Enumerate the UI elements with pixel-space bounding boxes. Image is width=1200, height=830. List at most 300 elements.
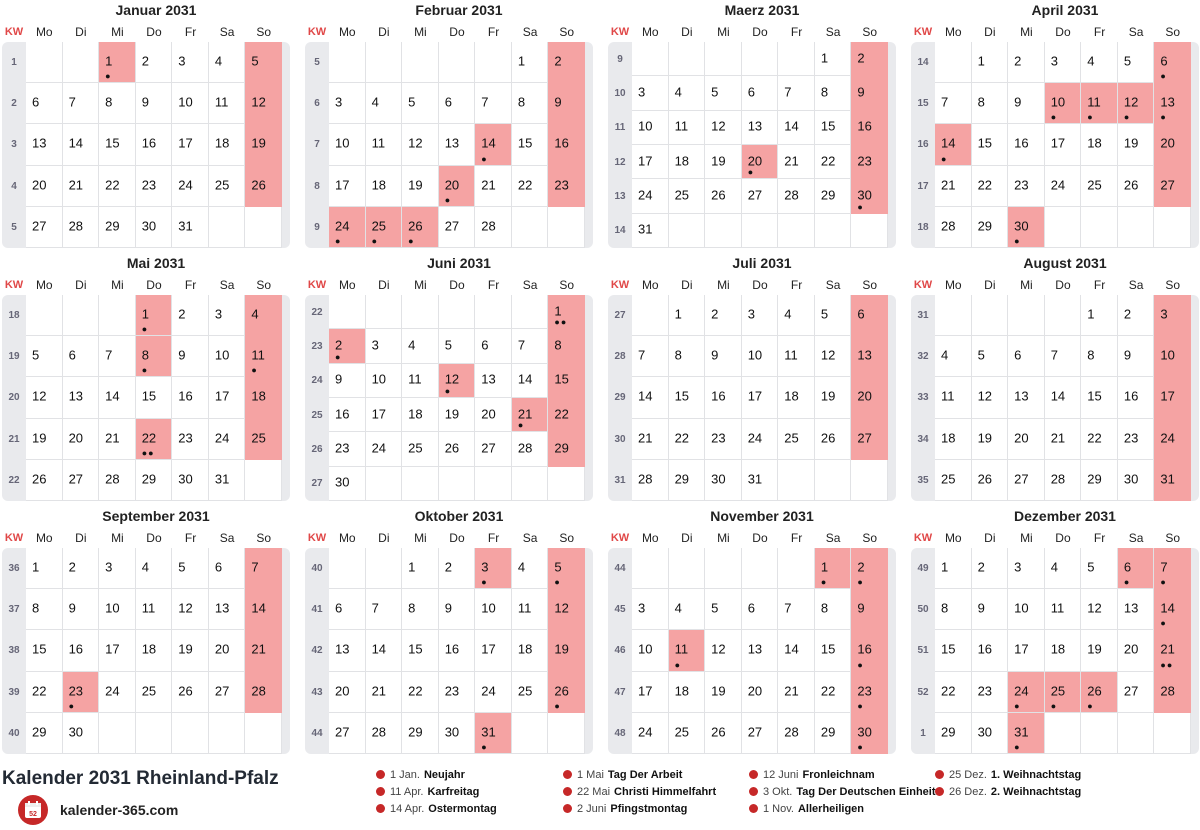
day-cell (245, 124, 282, 165)
day-number: 19 (178, 641, 193, 657)
day-cell (669, 589, 706, 630)
day-number: 6 (1123, 559, 1132, 575)
day-number: 29 (32, 724, 47, 740)
day-cell (63, 630, 100, 671)
weekday-label: Sa (522, 278, 538, 292)
day-number: 28 (1160, 682, 1175, 698)
weekday-label: Do (752, 531, 768, 545)
week-number: 40 (8, 727, 20, 739)
day-cell (99, 166, 136, 207)
day-number: 13 (214, 600, 230, 616)
day-cell (742, 589, 779, 630)
day-cell (366, 713, 403, 754)
week-number: 5 (314, 57, 320, 69)
day-number: 25 (784, 429, 799, 445)
day-cell (26, 713, 63, 754)
empty-cell (209, 713, 246, 754)
day-cell (475, 166, 512, 207)
month-grid (2, 295, 290, 501)
day-cell (669, 460, 706, 501)
day-number: 9 (857, 600, 865, 616)
empty-cell (209, 207, 246, 248)
day-cell (548, 364, 585, 398)
weekday-label: Mi (1020, 531, 1033, 545)
day-cell (1045, 589, 1082, 630)
day-cell (778, 419, 815, 460)
day-cell (366, 364, 403, 398)
day-number: 7 (105, 347, 113, 363)
day-cell (705, 336, 742, 377)
week-number: 31 (917, 310, 929, 322)
day-number: 21 (1050, 429, 1066, 445)
day-cell (742, 145, 779, 179)
day-number: 12 (32, 388, 47, 404)
brand-link[interactable]: kalender-365.com (60, 802, 179, 818)
empty-cell (815, 214, 852, 248)
day-number: 18 (674, 682, 690, 698)
week-number: 41 (311, 604, 323, 616)
day-cell (669, 713, 706, 754)
day-number: 15 (820, 118, 836, 134)
day-cell (548, 166, 585, 207)
day-number: 10 (638, 641, 653, 657)
holiday-name: Fronleichnam (802, 768, 875, 781)
weekday-label: Mo (944, 531, 962, 545)
empty-cell (402, 467, 439, 501)
day-cell (366, 589, 403, 630)
weekday-label: Mi (111, 531, 124, 545)
day-number: 14 (941, 135, 956, 151)
day-number: 19 (711, 682, 726, 698)
day-number: 27 (857, 429, 872, 445)
day-cell (136, 589, 173, 630)
month-8 (911, 253, 1199, 503)
day-number: 30 (68, 724, 84, 740)
day-number: 6 (747, 600, 755, 616)
day-cell (329, 124, 366, 165)
day-number: 8 (141, 347, 149, 363)
day-cell (632, 589, 669, 630)
day-number: 22 (820, 152, 836, 168)
day-number: 25 (214, 176, 230, 192)
weekday-label: Sa (825, 25, 841, 39)
day-cell (705, 672, 742, 713)
holiday-dot-icon: ● (554, 700, 561, 711)
weekday-label: Fr (487, 531, 500, 545)
day-cell (512, 398, 549, 432)
day-cell (99, 207, 136, 248)
weekday-label: Di (378, 531, 390, 545)
kw-header: KW (307, 26, 327, 38)
day-cell (439, 630, 476, 671)
day-cell (439, 329, 476, 363)
day-number: 26 (711, 187, 726, 203)
week-number: 22 (8, 474, 20, 486)
weekday-label: Do (1055, 278, 1071, 292)
day-cell (742, 179, 779, 213)
day-cell (632, 377, 669, 418)
day-number: 12 (178, 600, 193, 616)
empty-cell (972, 295, 1009, 336)
day-cell (705, 460, 742, 501)
day-cell (851, 377, 888, 418)
day-cell (851, 179, 888, 213)
day-number: 16 (178, 388, 193, 404)
day-cell (329, 207, 366, 248)
day-number: 3 (214, 306, 223, 322)
weekday-label: So (256, 25, 271, 39)
day-cell (26, 419, 63, 460)
empty-cell (851, 214, 888, 248)
day-number: 11 (674, 118, 689, 134)
empty-cell (669, 214, 706, 248)
day-number: 5 (820, 306, 829, 322)
day-number: 25 (371, 218, 387, 234)
day-cell (1045, 460, 1082, 501)
day-number: 11 (674, 641, 689, 657)
holiday-dot-icon: ● (371, 235, 378, 246)
day-cell (329, 630, 366, 671)
week-number: 44 (311, 727, 323, 739)
day-cell (26, 630, 63, 671)
day-number: 25 (1050, 682, 1066, 698)
weekday-header (2, 528, 290, 548)
month-5 (2, 253, 290, 503)
day-number: 19 (554, 641, 569, 657)
empty-cell (632, 42, 669, 76)
holiday-date: 3 Okt. (763, 785, 793, 798)
week-number: 14 (917, 57, 929, 69)
day-number: 5 (178, 559, 186, 575)
day-number: 9 (335, 371, 343, 387)
day-cell (1154, 630, 1191, 671)
day-number: 21 (784, 682, 799, 698)
month-10 (305, 506, 593, 756)
empty-cell (245, 713, 282, 754)
day-number: 13 (32, 135, 47, 151)
day-number: 28 (941, 218, 956, 234)
day-cell (366, 124, 403, 165)
bullet-icon (376, 804, 385, 813)
day-number: 21 (105, 429, 120, 445)
day-cell (705, 295, 742, 336)
weekday-header (2, 275, 290, 295)
day-number: 11 (214, 94, 229, 110)
day-number: 14 (371, 641, 387, 657)
empty-cell (778, 548, 815, 589)
legend-item (376, 800, 497, 817)
month-4 (911, 0, 1199, 250)
day-cell (136, 630, 173, 671)
day-cell (209, 630, 246, 671)
legend-item (749, 783, 936, 800)
day-number: 16 (857, 641, 872, 657)
day-number: 29 (105, 218, 120, 234)
month-title: April 2031 (1031, 2, 1099, 18)
weekday-label: Sa (1128, 25, 1144, 39)
weekday-header (911, 275, 1199, 295)
day-cell (209, 548, 246, 589)
day-cell (632, 145, 669, 179)
day-number: 13 (335, 641, 350, 657)
holiday-dot-icon: ● (408, 235, 415, 246)
day-cell (402, 329, 439, 363)
day-number: 27 (1160, 176, 1175, 192)
day-cell (705, 377, 742, 418)
empty-cell (512, 207, 549, 248)
day-number: 9 (1123, 347, 1132, 363)
month-title: Dezember 2031 (1014, 508, 1116, 524)
day-number: 10 (105, 600, 120, 616)
day-cell (209, 419, 246, 460)
day-number: 24 (1014, 682, 1029, 698)
weekday-label: Sa (219, 25, 235, 39)
day-number: 27 (747, 724, 763, 740)
day-number: 9 (1014, 94, 1022, 110)
day-number: 7 (68, 94, 76, 110)
day-cell (1154, 295, 1191, 336)
day-number: 17 (638, 152, 653, 168)
day-number: 30 (335, 474, 350, 490)
week-number: 11 (614, 122, 626, 134)
day-number: 27 (481, 440, 496, 456)
day-cell (815, 76, 852, 110)
day-number: 28 (1050, 471, 1066, 487)
day-cell (1008, 630, 1045, 671)
day-number: 8 (1087, 347, 1095, 363)
day-number: 2 (554, 53, 562, 69)
day-cell (475, 672, 512, 713)
day-number: 10 (178, 94, 193, 110)
day-number: 26 (820, 429, 836, 445)
day-cell (778, 111, 815, 145)
day-cell (1008, 672, 1045, 713)
day-number: 6 (747, 84, 755, 100)
day-number: 20 (747, 152, 763, 168)
weekday-label: So (1165, 278, 1180, 292)
week-number: 42 (311, 645, 323, 657)
holiday-dot-icon: ● (674, 659, 681, 670)
day-cell (245, 42, 282, 83)
week-number: 9 (617, 53, 623, 65)
day-cell (172, 42, 209, 83)
weekday-label: Do (449, 25, 465, 39)
holiday-name: 1. Weihnachtstag (990, 768, 1082, 781)
weekday-label: Mi (717, 278, 730, 292)
day-cell (63, 672, 100, 713)
day-number: 14 (1050, 388, 1066, 404)
day-cell (742, 336, 779, 377)
day-cell (245, 295, 282, 336)
kw-header: KW (307, 532, 327, 544)
day-cell (851, 295, 888, 336)
day-cell (548, 672, 585, 713)
day-number: 5 (32, 347, 40, 363)
day-number: 11 (251, 347, 265, 363)
empty-cell (99, 295, 136, 336)
holiday-date: 1 Jan. (390, 768, 420, 781)
day-number: 19 (444, 405, 460, 421)
week-number: 13 (614, 190, 626, 202)
day-cell (815, 630, 852, 671)
week-number: 36 (8, 563, 20, 575)
day-cell (366, 398, 403, 432)
day-number: 7 (638, 347, 646, 363)
day-cell (778, 295, 815, 336)
day-number: 5 (1123, 53, 1132, 69)
day-cell (172, 589, 209, 630)
day-number: 19 (251, 135, 266, 151)
day-number: 1 (1087, 306, 1095, 322)
day-cell (1045, 166, 1082, 207)
empty-cell (778, 42, 815, 76)
weekday-label: Mi (414, 278, 427, 292)
week-number: 33 (917, 392, 929, 404)
day-cell (475, 589, 512, 630)
day-cell (1154, 589, 1191, 630)
day-number: 6 (68, 347, 76, 363)
day-number: 14 (68, 135, 84, 151)
holiday-dot-icon: ● (517, 420, 525, 431)
weekday-label: Di (681, 25, 693, 39)
day-number: 16 (554, 135, 569, 151)
day-cell (742, 295, 779, 336)
day-number: 29 (141, 471, 157, 487)
day-cell (815, 672, 852, 713)
day-cell (935, 548, 972, 589)
day-number: 13 (857, 347, 872, 363)
day-cell (136, 295, 173, 336)
day-cell (1045, 419, 1082, 460)
kw-header: KW (913, 26, 933, 38)
weekday-label: Fr (487, 278, 500, 292)
week-number: 29 (614, 392, 626, 404)
day-number: 9 (554, 94, 562, 110)
day-number: 18 (1087, 135, 1102, 151)
day-cell (1081, 295, 1118, 336)
day-cell (402, 630, 439, 671)
day-number: 15 (141, 388, 157, 404)
month-11 (608, 506, 896, 756)
day-cell (136, 548, 173, 589)
month-title: Oktober 2031 (414, 508, 504, 524)
empty-cell (778, 460, 815, 501)
week-number: 52 (917, 686, 929, 698)
weekday-header (2, 22, 290, 42)
day-number: 15 (32, 641, 47, 657)
day-cell (439, 672, 476, 713)
day-number: 17 (371, 405, 387, 421)
day-number: 30 (857, 187, 872, 203)
day-cell (136, 460, 173, 501)
day-number: 4 (674, 600, 682, 616)
weekday-header (608, 528, 896, 548)
day-number: 23 (977, 682, 993, 698)
day-number: 28 (251, 682, 266, 698)
day-number: 20 (747, 682, 763, 698)
day-number: 10 (1050, 94, 1066, 110)
day-cell (632, 111, 669, 145)
day-number: 18 (371, 176, 387, 192)
day-cell (172, 124, 209, 165)
day-number: 18 (214, 135, 230, 151)
day-number: 15 (554, 371, 569, 387)
day-number: 1 (941, 559, 949, 575)
day-number: 16 (1014, 135, 1029, 151)
day-number: 1 (32, 559, 40, 575)
empty-cell (1154, 713, 1191, 754)
day-number: 3 (638, 84, 646, 100)
weekday-label: Di (378, 278, 390, 292)
day-cell (475, 83, 512, 124)
day-number: 24 (1050, 176, 1066, 192)
day-cell (669, 630, 706, 671)
empty-cell (172, 713, 209, 754)
weekday-label: Sa (825, 531, 841, 545)
day-number: 17 (178, 135, 193, 151)
day-cell (63, 166, 100, 207)
day-number: 2 (1014, 53, 1022, 69)
weekday-label: Do (146, 531, 162, 545)
day-cell (26, 83, 63, 124)
day-number: 14 (784, 641, 799, 657)
day-cell (742, 460, 779, 501)
day-number: 6 (481, 337, 489, 353)
day-number: 2 (178, 306, 186, 322)
day-cell (1081, 630, 1118, 671)
week-number: 14 (614, 225, 626, 237)
day-cell (1118, 124, 1155, 165)
day-number: 13 (747, 118, 763, 134)
day-cell (548, 329, 585, 363)
day-number: 23 (857, 682, 872, 698)
day-cell (1154, 377, 1191, 418)
weekday-label: Mo (641, 531, 659, 545)
day-number: 8 (941, 600, 949, 616)
day-cell (136, 207, 173, 248)
day-cell (329, 166, 366, 207)
day-cell (778, 589, 815, 630)
month-3 (608, 0, 896, 250)
weekday-header (305, 275, 593, 295)
kw-header: KW (4, 26, 24, 38)
day-cell (548, 124, 585, 165)
day-cell (475, 207, 512, 248)
day-number: 4 (941, 347, 949, 363)
weekday-label: Mo (944, 25, 962, 39)
holiday-name: Pfingstmontag (610, 802, 688, 815)
month-grid (305, 548, 593, 754)
day-cell (475, 124, 512, 165)
day-cell (63, 83, 100, 124)
day-number: 23 (141, 176, 157, 192)
day-cell (63, 460, 100, 501)
weekday-label: So (559, 278, 574, 292)
kw-header: KW (4, 532, 24, 544)
day-number: 28 (371, 724, 387, 740)
day-number: 28 (517, 440, 533, 456)
day-number: 23 (68, 682, 84, 698)
empty-cell (742, 214, 779, 248)
day-number: 27 (1123, 682, 1139, 698)
weekday-label: Di (681, 531, 693, 545)
weekday-label: Do (146, 25, 162, 39)
empty-cell (778, 214, 815, 248)
day-cell (742, 419, 779, 460)
day-cell (402, 166, 439, 207)
month-title: Mai 2031 (126, 255, 186, 271)
weekday-label: Do (1055, 25, 1071, 39)
